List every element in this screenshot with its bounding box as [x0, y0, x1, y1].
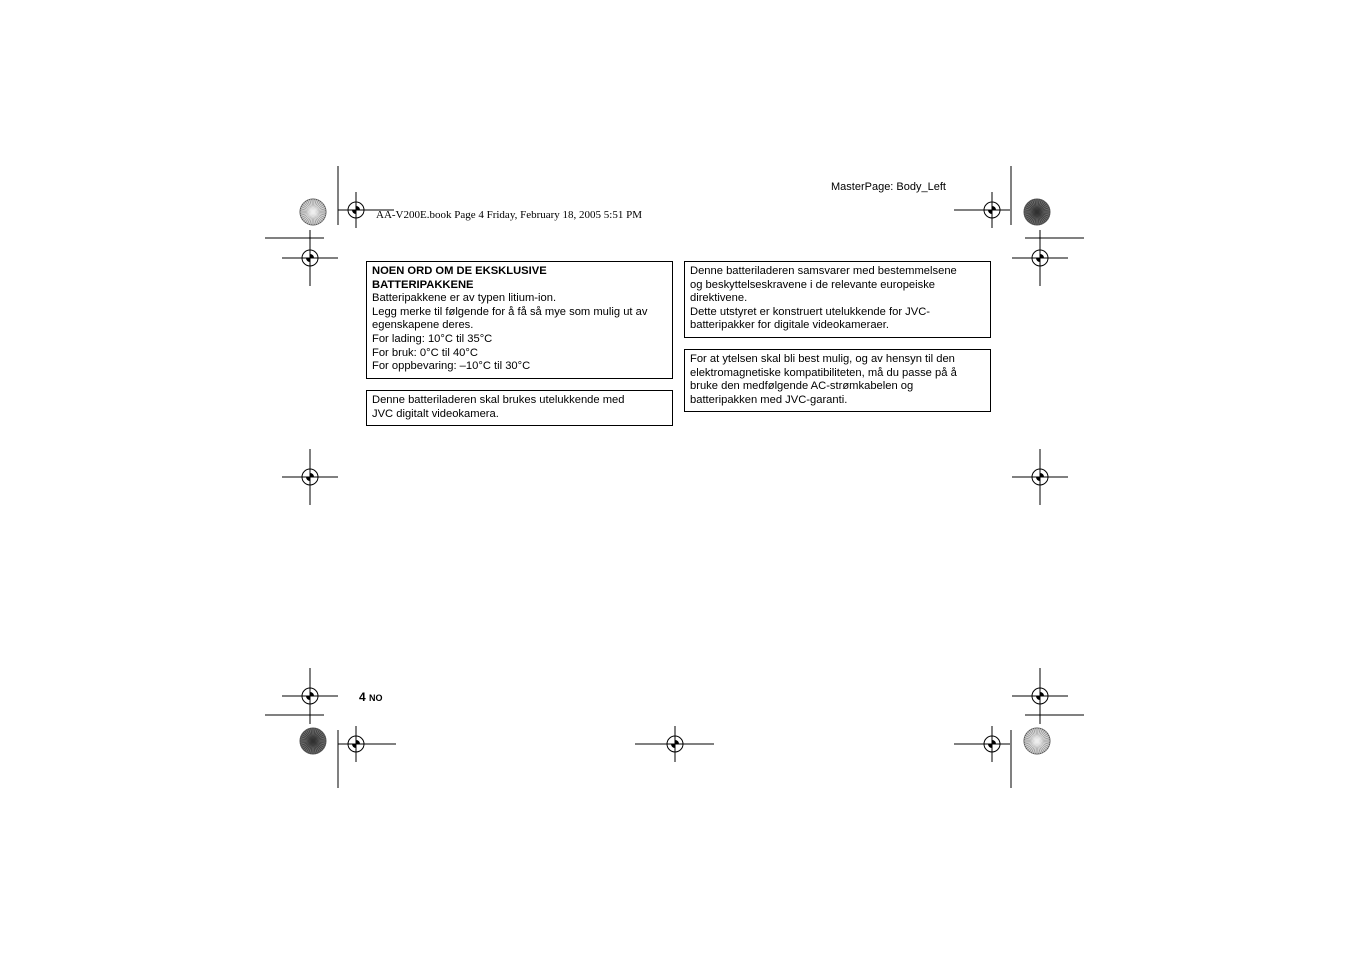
- battery-line: Legg merke til følgende for å få så mye som mulig ut av: [372, 305, 648, 318]
- usage-line: Denne batteriladeren skal brukes utelukkende med: [372, 394, 625, 406]
- battery-info-box: [366, 261, 673, 379]
- battery-heading-2: BATTERIPAKKENE: [372, 278, 474, 291]
- battery-line: egenskapene deres.: [372, 319, 474, 332]
- page-number: [359, 690, 383, 704]
- emc-line: bruke den medfølgende AC-strømkabelen og: [690, 380, 914, 393]
- usage-line: JVC digitalt videokamera.: [372, 407, 499, 420]
- registration-mark: [282, 668, 338, 724]
- battery-line: For bruk: 0°C til 40°C: [372, 346, 478, 359]
- battery-heading-1: NOEN ORD OM DE EKSKLUSIVE: [372, 265, 547, 277]
- battery-line: Batteripakkene er av typen litium-ion.: [372, 292, 557, 305]
- page-number-value: 4: [359, 690, 366, 704]
- compliance-line: direktivene.: [690, 292, 748, 305]
- emc-box: [684, 349, 991, 412]
- star-target-mark: [300, 199, 326, 225]
- star-target-mark: [1024, 199, 1050, 225]
- registration-mark: [974, 192, 1010, 228]
- compliance-line: og beskyttelseskravene i de relevante europeiske: [690, 278, 936, 291]
- registration-mark: [282, 449, 338, 505]
- registration-mark: [1012, 449, 1068, 505]
- emc-line: batteripakken med JVC-garanti.: [690, 393, 848, 406]
- compliance-box: [684, 261, 991, 338]
- usage-note-box: [366, 390, 673, 426]
- battery-line: For oppbevaring: –10°C til 30°C: [372, 360, 531, 373]
- emc-line: elektromagnetiske kompatibiliteten, må du passe på å: [690, 366, 957, 379]
- compliance-line: Denne batteriladeren samsvarer med bestemmelsene: [690, 265, 957, 277]
- registration-mark: [974, 726, 1010, 762]
- star-target-mark: [300, 728, 326, 754]
- compliance-line: batteripakker for digitale videokameraer.: [690, 319, 889, 332]
- language-code: NO: [369, 693, 383, 703]
- registration-mark: [338, 726, 374, 762]
- registration-mark: [1012, 668, 1068, 724]
- compliance-line: Dette utstyret er konstruert utelukkende for JVC-: [690, 305, 931, 318]
- battery-line: For lading: 10°C til 35°C: [372, 332, 493, 345]
- book-info-line: AA-V200E.book Page 4 Friday, February 18, 2005 5:51 PM: [376, 209, 643, 221]
- star-target-mark: [1024, 728, 1050, 754]
- masterpage-label: MasterPage: Body_Left: [831, 181, 946, 193]
- registration-mark: [338, 192, 374, 228]
- emc-line: For at ytelsen skal bli best mulig, og av hensyn til den: [690, 353, 955, 365]
